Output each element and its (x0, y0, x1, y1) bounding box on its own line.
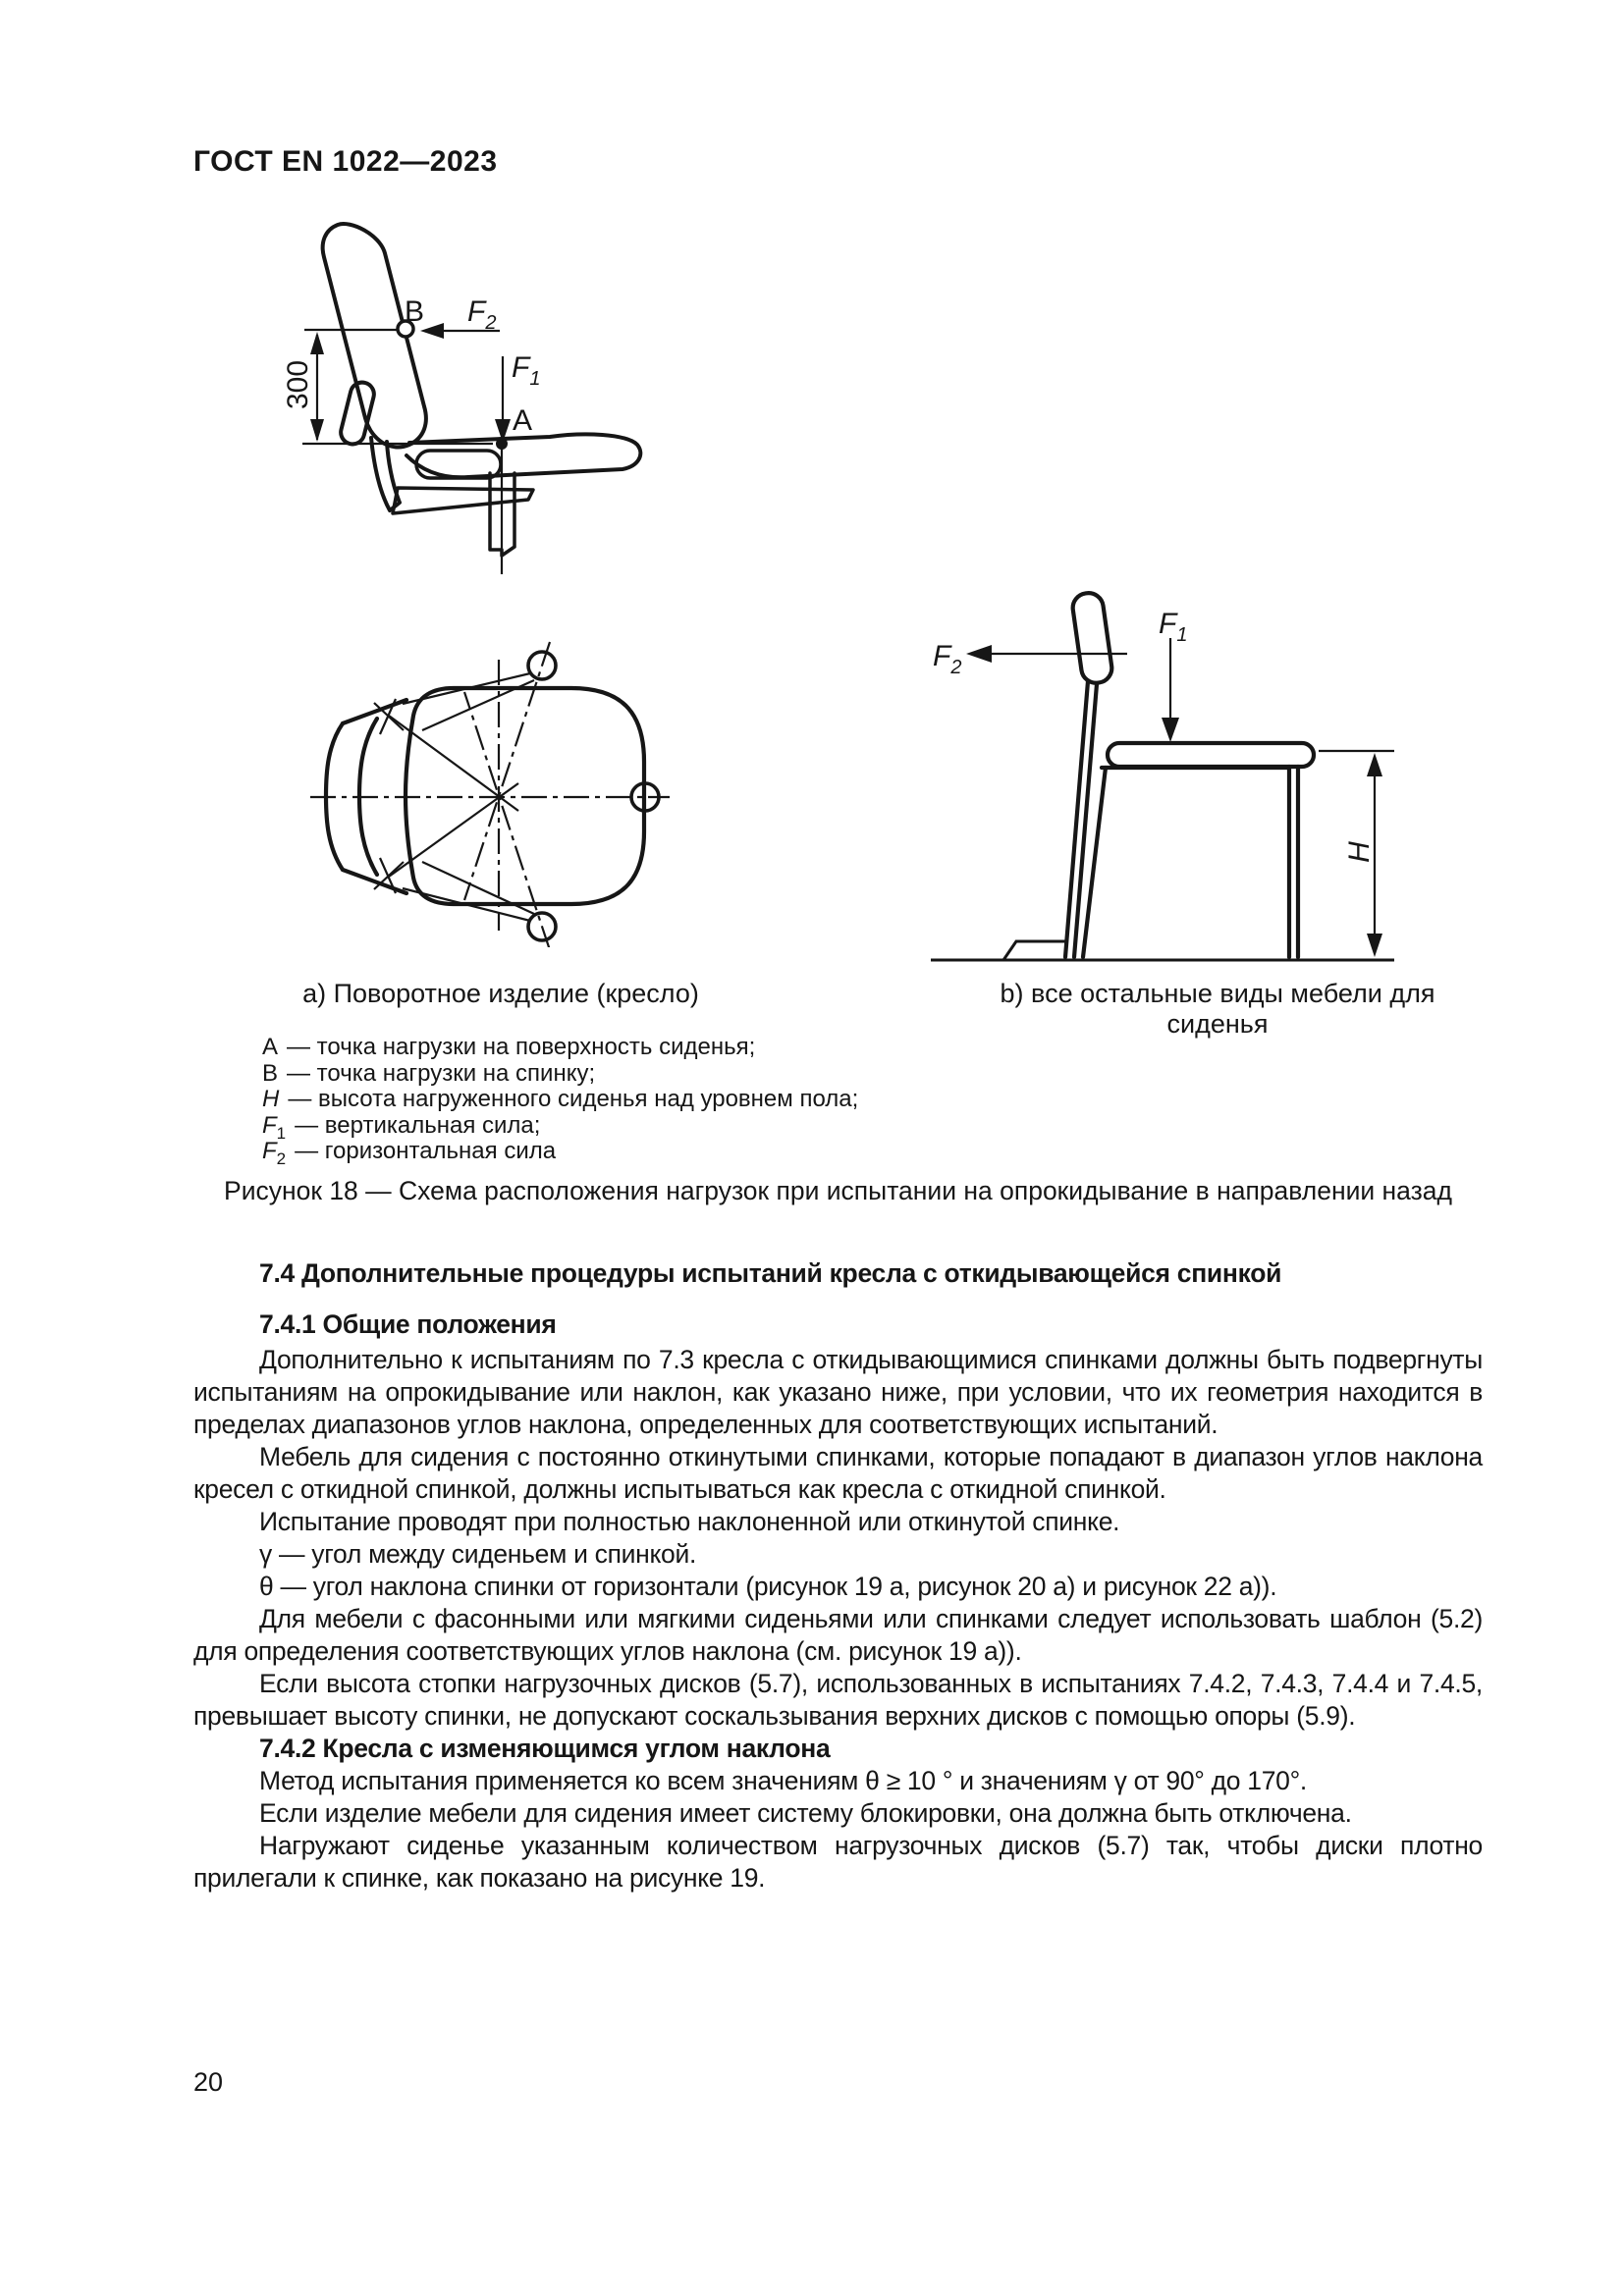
floor (931, 941, 1394, 960)
legend-item-b (262, 1061, 858, 1088)
legend-item-f1 (262, 1111, 858, 1143)
figure-18b-side-view-drawing (918, 584, 1404, 977)
legend-text: — точка нагрузки на спинку; (287, 1059, 596, 1087)
point-a-label: A (513, 404, 533, 437)
dim-h-arrowhead-bottom (1367, 934, 1382, 957)
paragraph: Для мебели с фасонными или мягкими сиденьями или спинками следует использовать шаблон (5.2) для определения соответствующих углов наклона (см. рисунок 19 а)). (193, 1604, 1483, 1666)
figure-18a-caption: а) Поворотное изделие (кресло) (302, 979, 699, 1008)
paragraph: Нагружают сиденье указанным количеством нагрузочных дисков (5.7) так, чтобы диски плотно прилегали к спинке, как показано на рисунке 19. (193, 1831, 1483, 1893)
seat-bracket (393, 488, 533, 513)
figure-18a-side-view-drawing (245, 191, 658, 643)
dim-300-label: 300 (282, 359, 314, 410)
dim-h-arrowhead-top (1367, 753, 1382, 776)
figure-18a-top-view-drawing (304, 638, 682, 947)
heading-7-4: 7.4 Дополнительные процедуры испытаний кресла с откидывающейся спинкой (259, 1258, 1282, 1288)
force1-label: $F_1$ (1159, 608, 1188, 646)
paragraph: Метод испытания применяется ко всем значениям θ ≥ 10 ° и значениям γ от 90° до 170°. (259, 1766, 1307, 1795)
paragraph: θ — угол наклона спинки от горизонтали (рисунок 19 а, рисунок 20 а) и рисунок 22 а)). (259, 1572, 1277, 1601)
armrest (416, 451, 501, 478)
paragraph: Если высота стопки нагрузочных дисков (5.7), использованных в испытаниях 7.4.2, 7.4.3, 7.4.4 и 7.4.5, превышает высоту спинки, не допускают соскальзывания верхних дисков с помощью опоры (5.9). (193, 1669, 1483, 1731)
chair-outline (1065, 591, 1314, 957)
legend-text: — горизонтальная сила (295, 1138, 557, 1165)
arrowheads (966, 645, 1382, 957)
force2-label: $F_2$ (933, 640, 962, 678)
point-b-label: B (405, 295, 425, 328)
legend-symbol: A (262, 1034, 279, 1060)
legend-symbol: H (262, 1086, 280, 1113)
floor-step (1003, 941, 1066, 960)
legend-item-a (262, 1035, 858, 1061)
annotation-lines (972, 638, 1394, 953)
dim-arrowhead-bottom (310, 419, 324, 442)
section-content (193, 1257, 1483, 1895)
heading-7-4-2: 7.4.2 Кресла с изменяющимся углом наклона (259, 1734, 831, 1763)
force2-label: $F_2$ (467, 295, 497, 334)
paragraph: Мебель для сидения с постоянно откинутыми спинками, которые попадают в диапазон углов наклона кресел с откидной спинкой, должны испытываться как кресла с откидной спинкой. (193, 1442, 1483, 1504)
legend-symbol: F (262, 1111, 277, 1139)
force1-arrowhead (1162, 718, 1179, 742)
rear-leg (1289, 767, 1298, 957)
legend-symbol: F (262, 1138, 277, 1165)
backrest-pad (1071, 591, 1114, 684)
seat-cushion (1108, 743, 1314, 767)
legend-item-f2 (262, 1138, 858, 1169)
load-point-a-dot (496, 438, 508, 450)
dim-arrowhead-top (310, 332, 324, 354)
force1-label: $F_1$ (512, 351, 541, 390)
page-header: ГОСТ EN 1022—2023 (193, 145, 498, 178)
heading-7-4-1: 7.4.1 Общие положения (259, 1309, 557, 1339)
paragraph: γ — угол между сиденьем и спинкой. (259, 1539, 697, 1569)
paragraph: Дополнительно к испытаниям по 7.3 кресла с откидывающимися спинками должны быть подвергнуты испытаниям на опрокидывание или наклон, как указано ниже, при условии, что их геометрия находится в пределах диапазонов углов наклона, определенных для соответствующих испытаний. (193, 1345, 1483, 1439)
legend-symbol-sub: 2 (276, 1149, 287, 1169)
paragraph: Если изделие мебели для сидения имеет систему блокировки, она должна быть отключена. (259, 1798, 1352, 1828)
page-number: 20 (193, 2067, 224, 2097)
height-h-label: H (1343, 841, 1376, 863)
figure-caption: Рисунок 18 — Схема расположения нагрузок при испытании на опрокидывание в направлении назад (224, 1176, 1452, 1205)
legend-text: — вертикальная сила; (295, 1111, 541, 1139)
seat (406, 434, 640, 477)
figure-18b-caption: b) все остальные виды мебели для сиденья (1000, 979, 1435, 1039)
figure-legend (262, 1034, 859, 1169)
diagonal-centerline-1 (464, 642, 550, 900)
legend-text: — точка нагрузки на поверхность сиденья; (287, 1034, 756, 1060)
force2-arrowhead (966, 645, 992, 663)
chair-outline (323, 224, 641, 556)
legend-symbol: B (262, 1059, 279, 1087)
legend-text: — высота нагруженного сиденья над уровнем пола; (288, 1086, 859, 1113)
paragraph: Испытание проводят при полностью наклоненной или откинутой спинке. (259, 1507, 1120, 1536)
legend-item-h (262, 1087, 858, 1113)
diagonal-centerline-2 (464, 692, 550, 947)
legend-symbol-sub: 1 (276, 1123, 287, 1143)
